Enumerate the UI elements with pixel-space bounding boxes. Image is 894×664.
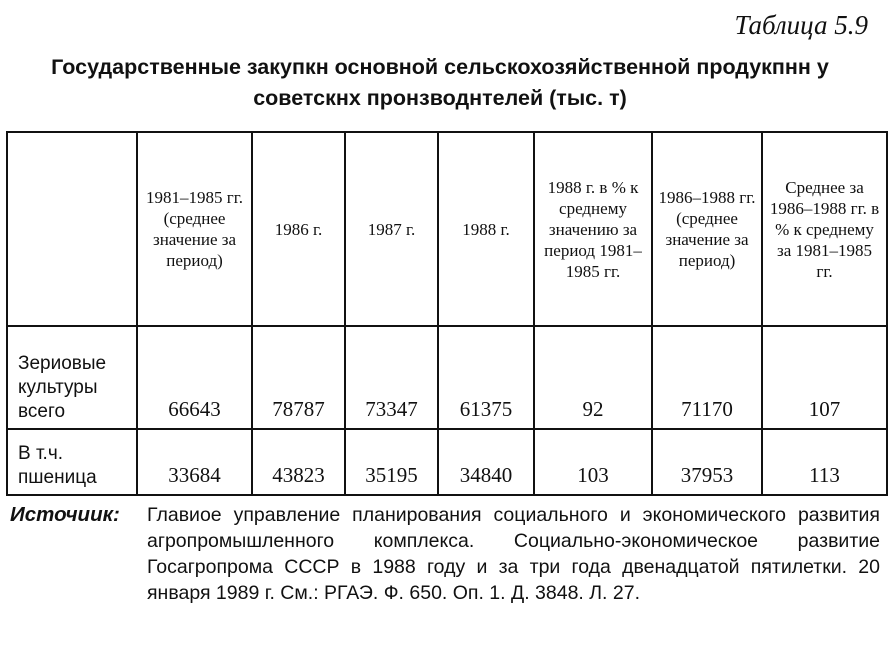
table-cell: 35195 [345, 429, 438, 495]
table-cell: 43823 [252, 429, 345, 495]
table-number: Таблица 5.9 [734, 10, 868, 40]
table-cell: 37953 [652, 429, 762, 495]
header-cell-1988-percent: 1988 г. в % к среднему значению за период 1981–1985 гг. [534, 132, 652, 326]
row-label: Зериовые культуры всего [7, 326, 137, 429]
table-cell: 107 [762, 326, 887, 429]
table-cell: 113 [762, 429, 887, 495]
header-row [7, 132, 887, 326]
row-label: В т.ч. пшеница [7, 429, 137, 495]
header-cell-1981-1985: 1981–1985 гг. (среднее значение за период) [137, 132, 252, 326]
header-cell-empty [7, 132, 137, 326]
table-cell: 33684 [137, 429, 252, 495]
table-cell: 61375 [438, 326, 534, 429]
header-cell-1986-1988: 1986–1988 гг. (среднее значение за период) [652, 132, 762, 326]
table-cell: 73347 [345, 326, 438, 429]
table-cell: 78787 [252, 326, 345, 429]
source-note [10, 502, 880, 606]
table-row [7, 429, 887, 495]
table-cell: 103 [534, 429, 652, 495]
table-cell: 66643 [137, 326, 252, 429]
header-cell-1987: 1987 г. [345, 132, 438, 326]
data-table [6, 131, 888, 496]
header-cell-average-percent: Среднее за 1986–1988 гг. в % к среднему за 1981–1985 гг. [762, 132, 887, 326]
source-text: Главиое управление планирования социального и экономического развития агропромышленного комплекса. Социально-экономическое развитие Госагропрома СССР в 1988 году и за три года двенадцатой пятилетки. 20 января 1989 г. См.: РГАЭ. Ф. 650. Оп. 1. Д. 3848. Л. 27. [147, 504, 880, 604]
table-row [7, 326, 887, 429]
header-cell-1988: 1988 г. [438, 132, 534, 326]
table-cell: 92 [534, 326, 652, 429]
header-cell-1986: 1986 г. [252, 132, 345, 326]
source-label: Источиик: [10, 503, 120, 526]
table-cell: 71170 [652, 326, 762, 429]
table-cell: 34840 [438, 429, 534, 495]
table-title: Государственные закупкн основной сельскохозяйственной продукпнн у советскнх пронзводнтелей (тыс. т) [51, 55, 829, 110]
